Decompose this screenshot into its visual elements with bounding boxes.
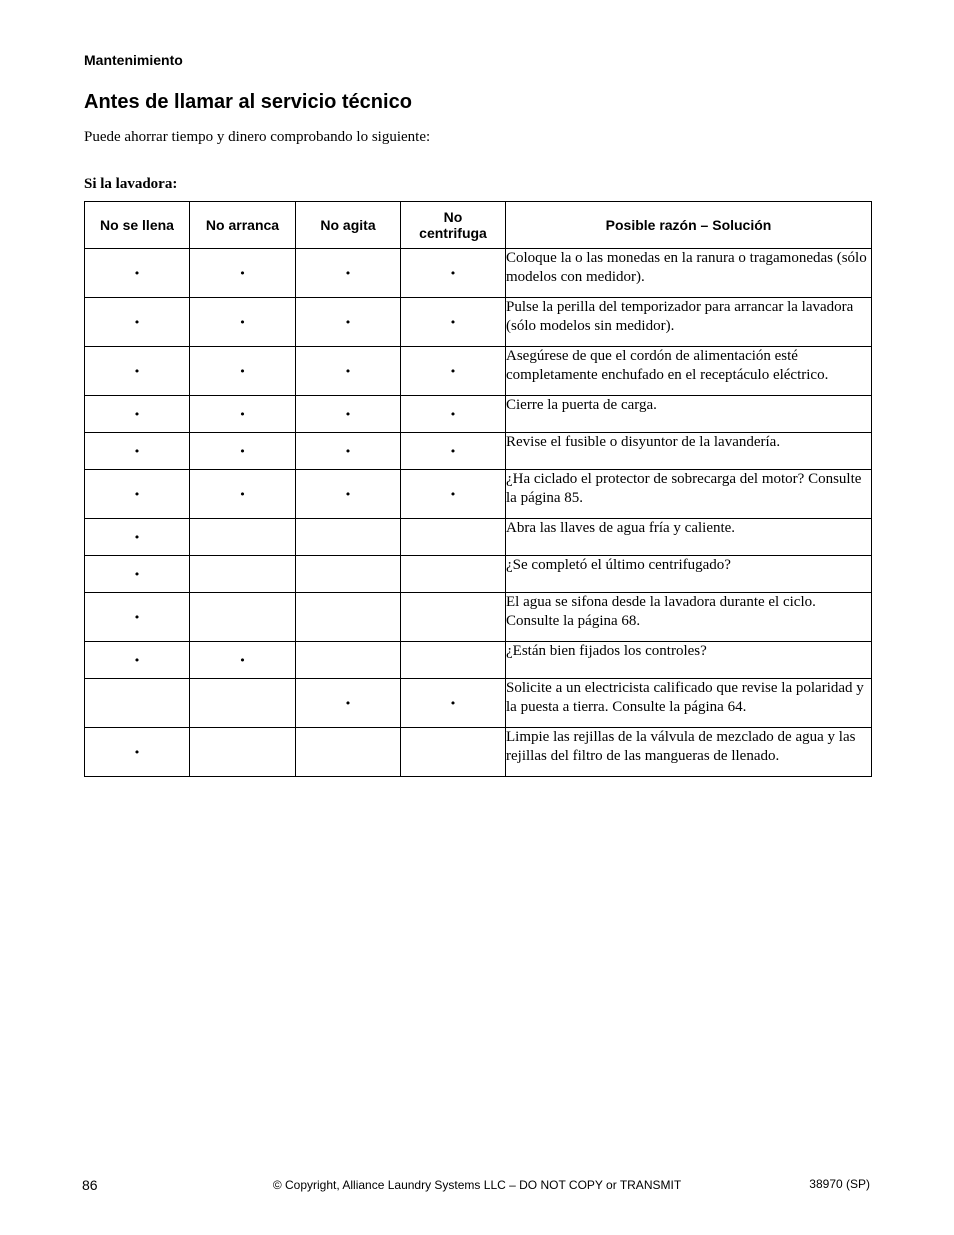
reason-solution-cell: Asegúrese de que el cordón de alimentación esté completamente enchufado en el receptáculo eléctrico. — [506, 347, 872, 396]
bullet-mark: • — [133, 444, 141, 458]
table-row — [85, 593, 872, 642]
bullet-mark: • — [239, 266, 246, 280]
bullet-mark: • — [239, 407, 246, 421]
symptom-cell — [190, 556, 296, 593]
symptom-cell — [296, 433, 401, 470]
bullet-mark: • — [133, 653, 141, 667]
symptom-cell — [190, 519, 296, 556]
bullet-mark: • — [449, 696, 457, 710]
symptom-cell — [401, 556, 506, 593]
symptom-cell — [401, 593, 506, 642]
bullet-mark: • — [133, 745, 141, 759]
bullet-mark: • — [133, 266, 141, 280]
bullet-mark: • — [344, 315, 352, 329]
symptom-cell — [296, 679, 401, 728]
bullet-mark: • — [239, 364, 246, 378]
symptom-cell — [190, 642, 296, 679]
bullet-mark: • — [344, 266, 352, 280]
symptom-cell — [85, 249, 190, 298]
bullet-mark: • — [449, 266, 457, 280]
symptom-cell — [401, 396, 506, 433]
table-row — [85, 298, 872, 347]
reason-solution-cell: ¿Ha ciclado el protector de sobrecarga del motor? Consulte la página 85. — [506, 470, 872, 519]
copyright-notice: © Copyright, Alliance Laundry Systems LLC – DO NOT COPY or TRANSMIT — [272, 1178, 682, 1192]
bullet-mark: • — [133, 610, 141, 624]
bullet-mark: • — [449, 444, 457, 458]
symptom-cell — [190, 249, 296, 298]
bullet-mark: • — [344, 696, 352, 710]
bullet-mark: • — [344, 407, 352, 421]
page-number: 86 — [82, 1177, 98, 1193]
symptom-cell — [85, 519, 190, 556]
reason-solution-cell: Revise el fusible o disyuntor de la lavandería. — [506, 433, 872, 470]
symptom-cell — [401, 519, 506, 556]
reason-solution-cell: Abra las llaves de agua fría y caliente. — [506, 519, 872, 556]
symptom-cell — [401, 347, 506, 396]
table-row — [85, 249, 872, 298]
symptom-cell — [296, 519, 401, 556]
bullet-mark: • — [344, 364, 352, 378]
symptom-cell — [190, 396, 296, 433]
symptom-cell — [190, 298, 296, 347]
table-row — [85, 519, 872, 556]
table-row — [85, 396, 872, 433]
symptom-cell — [401, 470, 506, 519]
symptom-cell — [85, 679, 190, 728]
header-no-agita: No agita — [296, 202, 401, 249]
bullet-mark: • — [133, 530, 141, 544]
symptom-cell — [296, 728, 401, 777]
document-number: 38970 (SP) — [809, 1177, 870, 1191]
symptom-cell — [85, 298, 190, 347]
table-header-row — [85, 202, 872, 249]
symptom-cell — [190, 470, 296, 519]
bullet-mark: • — [449, 364, 457, 378]
reason-solution-cell: Coloque la o las monedas en la ranura o tragamonedas (sólo modelos con medidor). — [506, 249, 872, 298]
reason-solution-cell: ¿Están bien fijados los controles? — [506, 642, 872, 679]
bullet-mark: • — [239, 315, 246, 329]
symptom-cell — [401, 433, 506, 470]
table-row — [85, 556, 872, 593]
bullet-mark: • — [133, 567, 141, 581]
bullet-mark: • — [344, 444, 352, 458]
symptom-cell — [85, 396, 190, 433]
symptom-cell — [190, 593, 296, 642]
table-row — [85, 679, 872, 728]
bullet-mark: • — [449, 487, 457, 501]
symptom-cell — [85, 642, 190, 679]
table-row — [85, 728, 872, 777]
symptom-cell — [401, 642, 506, 679]
page-title: Antes de llamar al servicio técnico — [84, 91, 412, 113]
symptom-cell — [296, 642, 401, 679]
symptom-cell — [296, 556, 401, 593]
reason-solution-cell: ¿Se completó el último centrifugado? — [506, 556, 872, 593]
table-row — [85, 470, 872, 519]
table-row — [85, 347, 872, 396]
symptom-cell — [401, 679, 506, 728]
symptom-cell — [296, 593, 401, 642]
symptom-cell — [296, 249, 401, 298]
intro-paragraph: Puede ahorrar tiempo y dinero comprobando lo siguiente: — [84, 129, 431, 145]
bullet-mark: • — [449, 315, 457, 329]
symptom-cell — [85, 593, 190, 642]
symptom-cell — [190, 347, 296, 396]
troubleshooting-table — [84, 201, 872, 777]
symptom-cell — [190, 433, 296, 470]
reason-solution-cell: Solicite a un electricista calificado que revise la polaridad y la puesta a tierra. Consulte la página 64. — [506, 679, 872, 728]
table-subheading: Si la lavadora: — [84, 176, 178, 192]
bullet-mark: • — [133, 487, 141, 501]
bullet-mark: • — [239, 487, 246, 501]
symptom-cell — [401, 728, 506, 777]
symptom-cell — [401, 249, 506, 298]
symptom-cell — [296, 298, 401, 347]
table-row — [85, 642, 872, 679]
reason-solution-cell: El agua se sifona desde la lavadora durante el ciclo. Consulte la página 68. — [506, 593, 872, 642]
symptom-cell — [85, 556, 190, 593]
symptom-cell — [401, 298, 506, 347]
reason-solution-cell: Pulse la perilla del temporizador para arrancar la lavadora (sólo modelos sin medidor). — [506, 298, 872, 347]
symptom-cell — [190, 728, 296, 777]
reason-solution-cell: Limpie las rejillas de la válvula de mezclado de agua y las rejillas del filtro de las mangueras de llenado. — [506, 728, 872, 777]
bullet-mark: • — [133, 315, 141, 329]
symptom-cell — [85, 470, 190, 519]
bullet-mark: • — [449, 407, 457, 421]
symptom-cell — [296, 470, 401, 519]
bullet-mark: • — [239, 653, 246, 667]
symptom-cell — [296, 396, 401, 433]
symptom-cell — [190, 679, 296, 728]
section-label: Mantenimiento — [84, 52, 183, 68]
bullet-mark: • — [133, 407, 141, 421]
symptom-cell — [85, 433, 190, 470]
bullet-mark: • — [344, 487, 352, 501]
bullet-mark: • — [133, 364, 141, 378]
header-no-centrifuga: No centrifuga — [401, 202, 506, 249]
bullet-mark: • — [239, 444, 246, 458]
symptom-cell — [296, 347, 401, 396]
header-razon-solucion: Posible razón – Solución — [506, 202, 872, 249]
table-row — [85, 433, 872, 470]
header-no-se-llena: No se llena — [85, 202, 190, 249]
reason-solution-cell: Cierre la puerta de carga. — [506, 396, 872, 433]
header-no-arranca: No arranca — [190, 202, 296, 249]
symptom-cell — [85, 347, 190, 396]
symptom-cell — [85, 728, 190, 777]
